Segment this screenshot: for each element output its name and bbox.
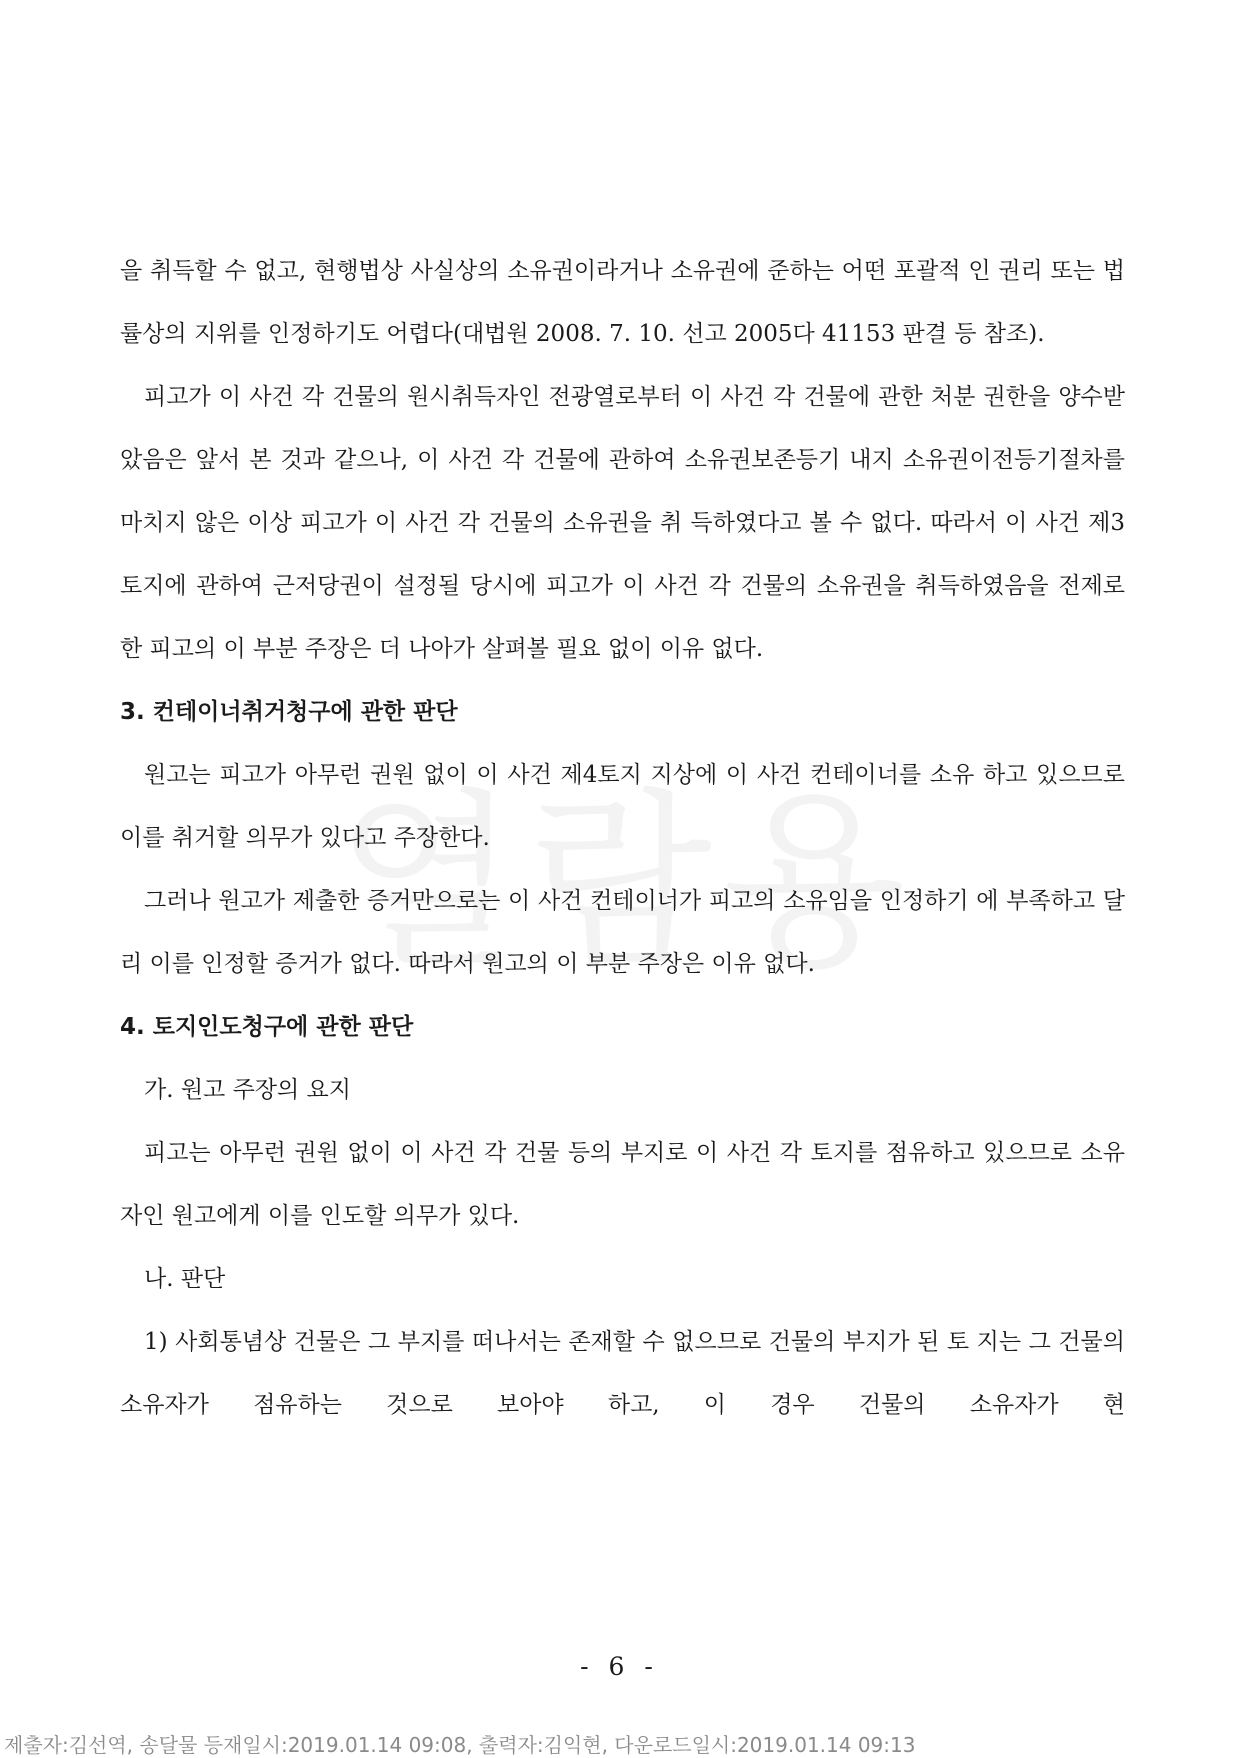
section-heading-4: 4. 토지인도청구에 관한 판단 — [120, 1014, 414, 1040]
page-number: - 6 - — [580, 1652, 659, 1681]
paragraph-6: 1) 사회통념상 건물은 그 부지를 떠나서는 존재할 수 없으므로 건물의 부지가 된 토 지는 그 건물의 소유자가 점유하는 것으로 보아야 하고, 이 경우 건물의 소유자가 현 — [120, 1329, 1125, 1418]
section-heading-3: 3. 컨테이너취거청구에 관한 판단 — [120, 699, 458, 725]
subheading-na: 나. 판단 — [144, 1266, 226, 1292]
paragraph-3: 원고는 피고가 아무런 권원 없이 이 사건 제4토지 지상에 이 사건 컨테이너를 소유 하고 있으므로 이를 취거할 의무가 있다고 주장한다. — [120, 762, 1125, 851]
paragraph-5: 피고는 아무런 권원 없이 이 사건 각 건물 등의 부지로 이 사건 각 토지를 점유하고 있으므로 소유자인 원고에게 이를 인도할 의무가 있다. — [120, 1140, 1125, 1229]
download-footer: 제출자:김선역, 송달물 등재일시:2019.01.14 09:08, 출력자:김익현, 다운로드일시:2019.01.14 09:13 — [4, 1733, 916, 1757]
subheading-ga: 가. 원고 주장의 요지 — [144, 1077, 351, 1103]
paragraph-1: 을 취득할 수 없고, 현행법상 사실상의 소유권이라거나 소유권에 준하는 어떤 포괄적 인 권리 또는 법률상의 지위를 인정하기도 어렵다(대법원 2008. 7. 10. 선고 2005다 41153 판결 등 참조). — [120, 258, 1125, 347]
paragraph-4: 그러나 원고가 제출한 증거만으로는 이 사건 컨테이너가 피고의 소유임을 인정하기 에 부족하고 달리 이를 인정할 증거가 없다. 따라서 원고의 이 부분 주장은 이유 없다. — [120, 888, 1125, 977]
document-body — [120, 240, 1125, 1437]
paragraph-2: 피고가 이 사건 각 건물의 원시취득자인 전광열로부터 이 사건 각 건물에 관한 처분 권한을 양수받았음은 앞서 본 것과 같으나, 이 사건 각 건물에 관하여 소유권보존등기 내지 소유권이전등기절차를 마치지 않은 이상 피고가 이 사건 각 건물의 소유권을 취 득하였다고 볼 수 없다. 따라서 이 사건 제3토지에 관하여 근저당권이 설정될 당시에 피고가 이 사건 각 건물의 소유권을 취득하였음을 전제로 한 피고의 이 부분 주장은 더 나아가 살펴볼 필요 없이 이유 없다. — [120, 384, 1125, 662]
